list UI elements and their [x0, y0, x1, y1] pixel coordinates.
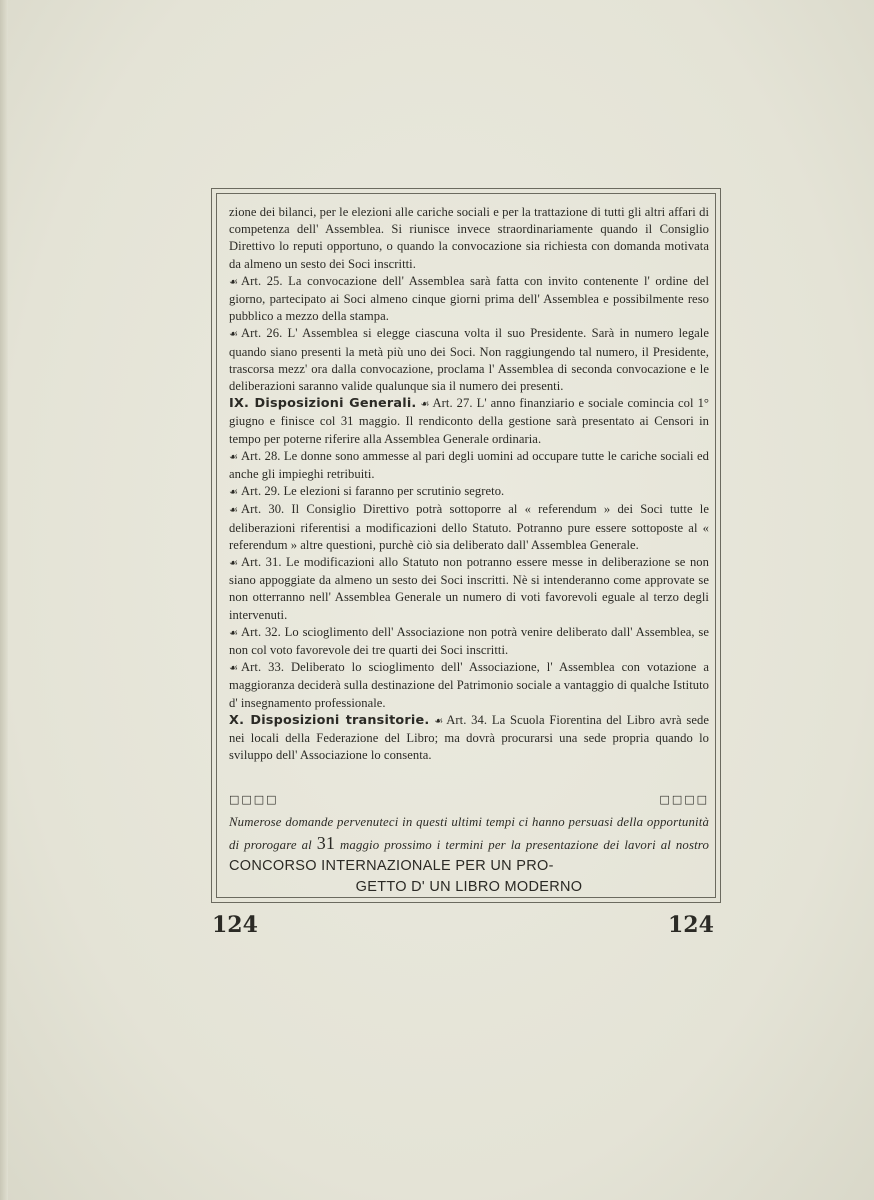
article-26	[229, 325, 709, 395]
article-32-text: Art. 32. Lo scioglimento dell' Associazione non potrà venire deliberato dall' Assemblea, se non col voto favorevole dei tre quarti dei Soci inscritti.	[229, 624, 709, 658]
separator-row	[229, 793, 709, 809]
article-30-text: Art. 30. Il Consiglio Direttivo potrà sottoporre al « referendum » dei Soci tutte le deliberazioni riferentisi a modificazioni dello Statuto. Potranno pure essere sottoposte al « referendum » altre questioni, purchè ciò sia deliberato dall' Assemblea Generale.	[229, 502, 709, 552]
article-29-text: Art. 29. Le elezioni si faranno per scrutinio segreto.	[241, 484, 505, 499]
article-mark-icon: ☙	[420, 399, 430, 411]
article-33	[229, 659, 709, 712]
article-31-text: Art. 31. Le modificazioni allo Statuto non potranno essere messe in deliberazione se non siano appoggiate da almeno un sesto dei Soci inscritti. Nè si intenderanno come approvate se non otterranno nell' Assemblea Generale un numero di voti favorevoli eguale al terzo degli intervenuti.	[229, 555, 709, 622]
article-31	[229, 554, 709, 624]
article-mark-icon: ☙	[229, 451, 239, 463]
article-25	[229, 273, 709, 326]
separator-boxes-right: □□□□	[659, 793, 709, 806]
section-10-heading: X. Disposizioni transitorie.	[229, 712, 430, 728]
statute-text-block	[229, 204, 709, 765]
article-30	[229, 501, 709, 554]
section-9-heading: IX. Disposizioni Generali.	[229, 396, 417, 412]
notice-text-part1: Numerose domande pervenuteci in questi ultimi tempi ci hanno persuasi della opportunità di prorogare al	[229, 815, 709, 852]
notice-date-number: 31	[316, 833, 336, 853]
article-34-text: Art. 34. La Scuola Fiorentina del Libro avrà sede nei locali della Federazione del Libro; ma dovrà procurarsi una sede propria quando lo sviluppo dell' Associazione lo consenta.	[229, 712, 709, 763]
separator-boxes-left: □□□□	[229, 793, 279, 806]
article-mark-icon: ☙	[229, 663, 239, 675]
article-29	[229, 483, 709, 501]
article-mark-icon: ☙	[229, 329, 239, 341]
article-34	[229, 712, 709, 765]
article-28	[229, 448, 709, 483]
article-33-text: Art. 33. Deliberato lo scioglimento dell' Associazione, l' Assemblea con votazione a maggioranza deciderà sulla destinazione del Patrimonio sociale a vantaggio di qualche Istituto d' insegnamento professionale.	[229, 660, 709, 710]
article-mark-icon: ☙	[229, 627, 239, 639]
notice-contest-title-line2: GETTO D' UN LIBRO MODERNO	[355, 879, 583, 895]
paragraph-intro: zione dei bilanci, per le elezioni alle cariche sociali e per la trattazione di tutti gli altri affari di competenza dell' Assemblea. Si riunisce invece straordinariamente quando il Consiglio Direttivo lo reputi opportuno, o quando la convocazione sia richiesta con domanda motivata da almeno un sesto dei Soci inscritti.	[229, 205, 709, 271]
contest-notice	[229, 812, 709, 898]
article-25-text: Art. 25. La convocazione dell' Assemblea sarà fatta con invito contenente l' ordine del giorno, partecipato ai Soci almeno cinque giorni prima dell' Assemblea e possibilmente reso pubblico a mezzo della stampa.	[229, 273, 709, 324]
article-27	[229, 395, 709, 448]
article-mark-icon: ☙	[229, 558, 239, 570]
article-28-text: Art. 28. Le donne sono ammesse al pari degli uomini ad occupare tutte le cariche sociali ed anche gli impieghi retribuiti.	[229, 448, 709, 482]
article-32	[229, 624, 709, 659]
article-26-text: Art. 26. L' Assemblea si elegge ciascuna volta il suo Presidente. Sarà in numero legale quando siano presenti la metà più uno dei Soci. Non raggiungendo tal numero, il Presidente, trascorsa mezz' ora dalla convocazione, proclama l' Assemblea di seconda convocazione e le deliberazioni saranno valide qualunque sia il numero dei presenti.	[229, 326, 709, 394]
page-number-left: 124	[212, 912, 258, 938]
notice-contest-title-line1: CONCORSO INTERNAZIONALE PER UN PRO-	[229, 858, 554, 874]
article-mark-icon: ☙	[434, 715, 444, 727]
notice-text-part2: maggio prossimo i termini per la presentazione dei lavori al nostro	[335, 838, 710, 852]
page-spine-shadow	[0, 0, 8, 1200]
article-27-text: Art. 27. L' anno finanziario e sociale comincia col 1° giugno e finisce col 31 maggio. Il rendiconto della gestione sarà presentato ai Censori in tempo per poterne riferire alla Assemblea Generale ordinaria.	[229, 396, 709, 446]
page-number-right: 124	[668, 912, 714, 938]
article-mark-icon: ☙	[229, 487, 239, 499]
article-mark-icon: ☙	[229, 276, 239, 288]
article-mark-icon: ☙	[229, 505, 239, 517]
